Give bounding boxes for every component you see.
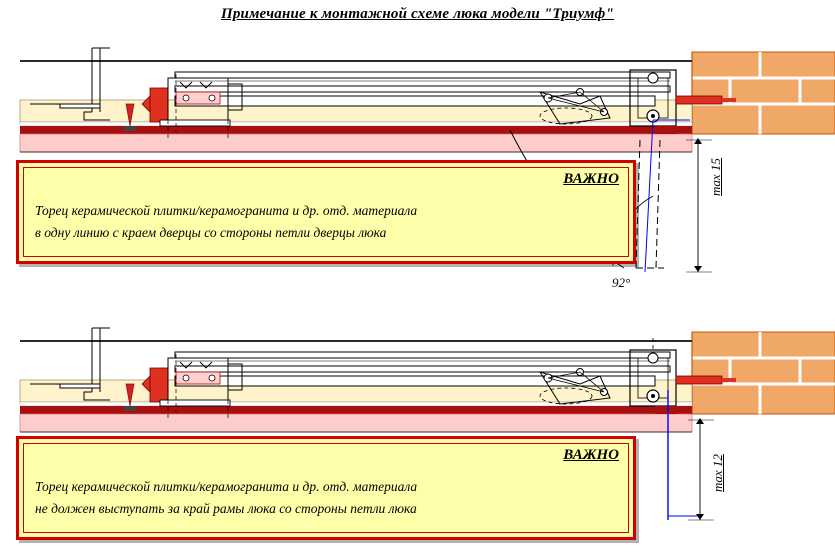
hatch-frame-profile-top <box>175 72 670 106</box>
page-title: Примечание к монтажной схеме люка модели "Триумф" <box>220 6 615 22</box>
dimension-label-max12: max 12 <box>710 454 725 492</box>
note-line-bottom-2: не должен выступать за край рамы люка со стороны петли люка <box>35 501 417 516</box>
brick-wall-bottom <box>692 332 835 414</box>
important-label-top: ВАЖНО <box>563 171 619 187</box>
angle-label-92: 92° <box>612 275 631 290</box>
brick-wall-top <box>692 52 835 134</box>
note-line-top-2: в одну линию с краем дверцы со стороны петли дверцы люка <box>35 225 387 240</box>
note-line-top-1: Торец керамической плитки/керамогранита и др. отд. материала <box>35 203 418 218</box>
hatch-frame-profile-bottom <box>175 352 670 386</box>
dimension-label-max15: max 15 <box>708 158 723 196</box>
note-box-bottom <box>16 436 636 540</box>
note-box-top <box>16 160 636 264</box>
important-label-bottom: ВАЖНО <box>563 447 619 463</box>
note-line-bottom-1: Торец керамической плитки/керамогранита и др. отд. материала <box>35 479 418 494</box>
